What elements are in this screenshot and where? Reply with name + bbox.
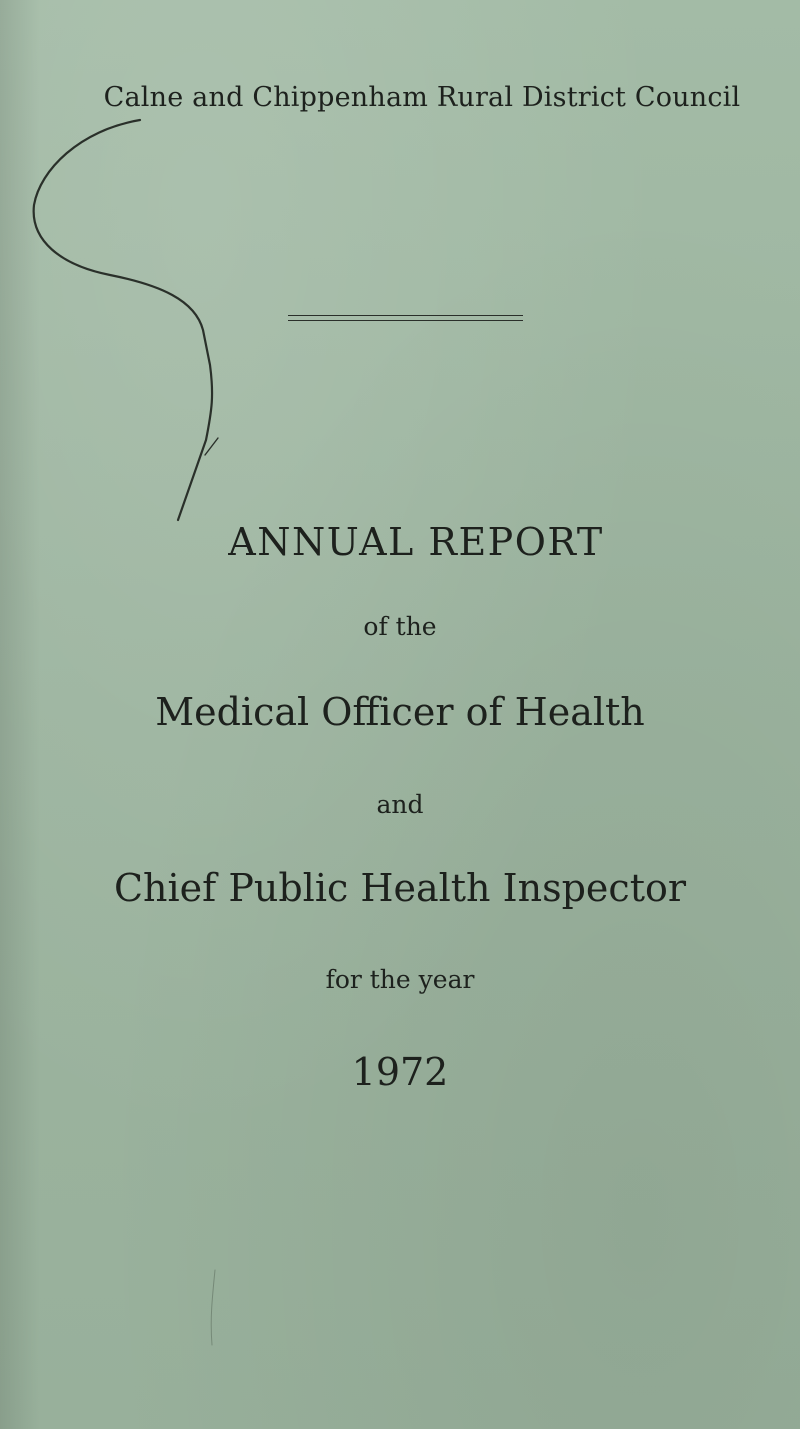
inspector-heading: Chief Public Health Inspector [113,866,687,910]
council-name: Calne and Chippenham Rural District Council [103,82,741,113]
report-year: 1972 [351,1050,449,1094]
and-text: and [376,790,424,819]
double-rule-divider [288,315,523,321]
of-the-text: of the [363,612,437,641]
medical-officer-heading: Medical Officer of Health [155,690,645,734]
report-title: ANNUAL REPORT [228,520,604,564]
for-the-year-text: for the year [325,965,475,994]
